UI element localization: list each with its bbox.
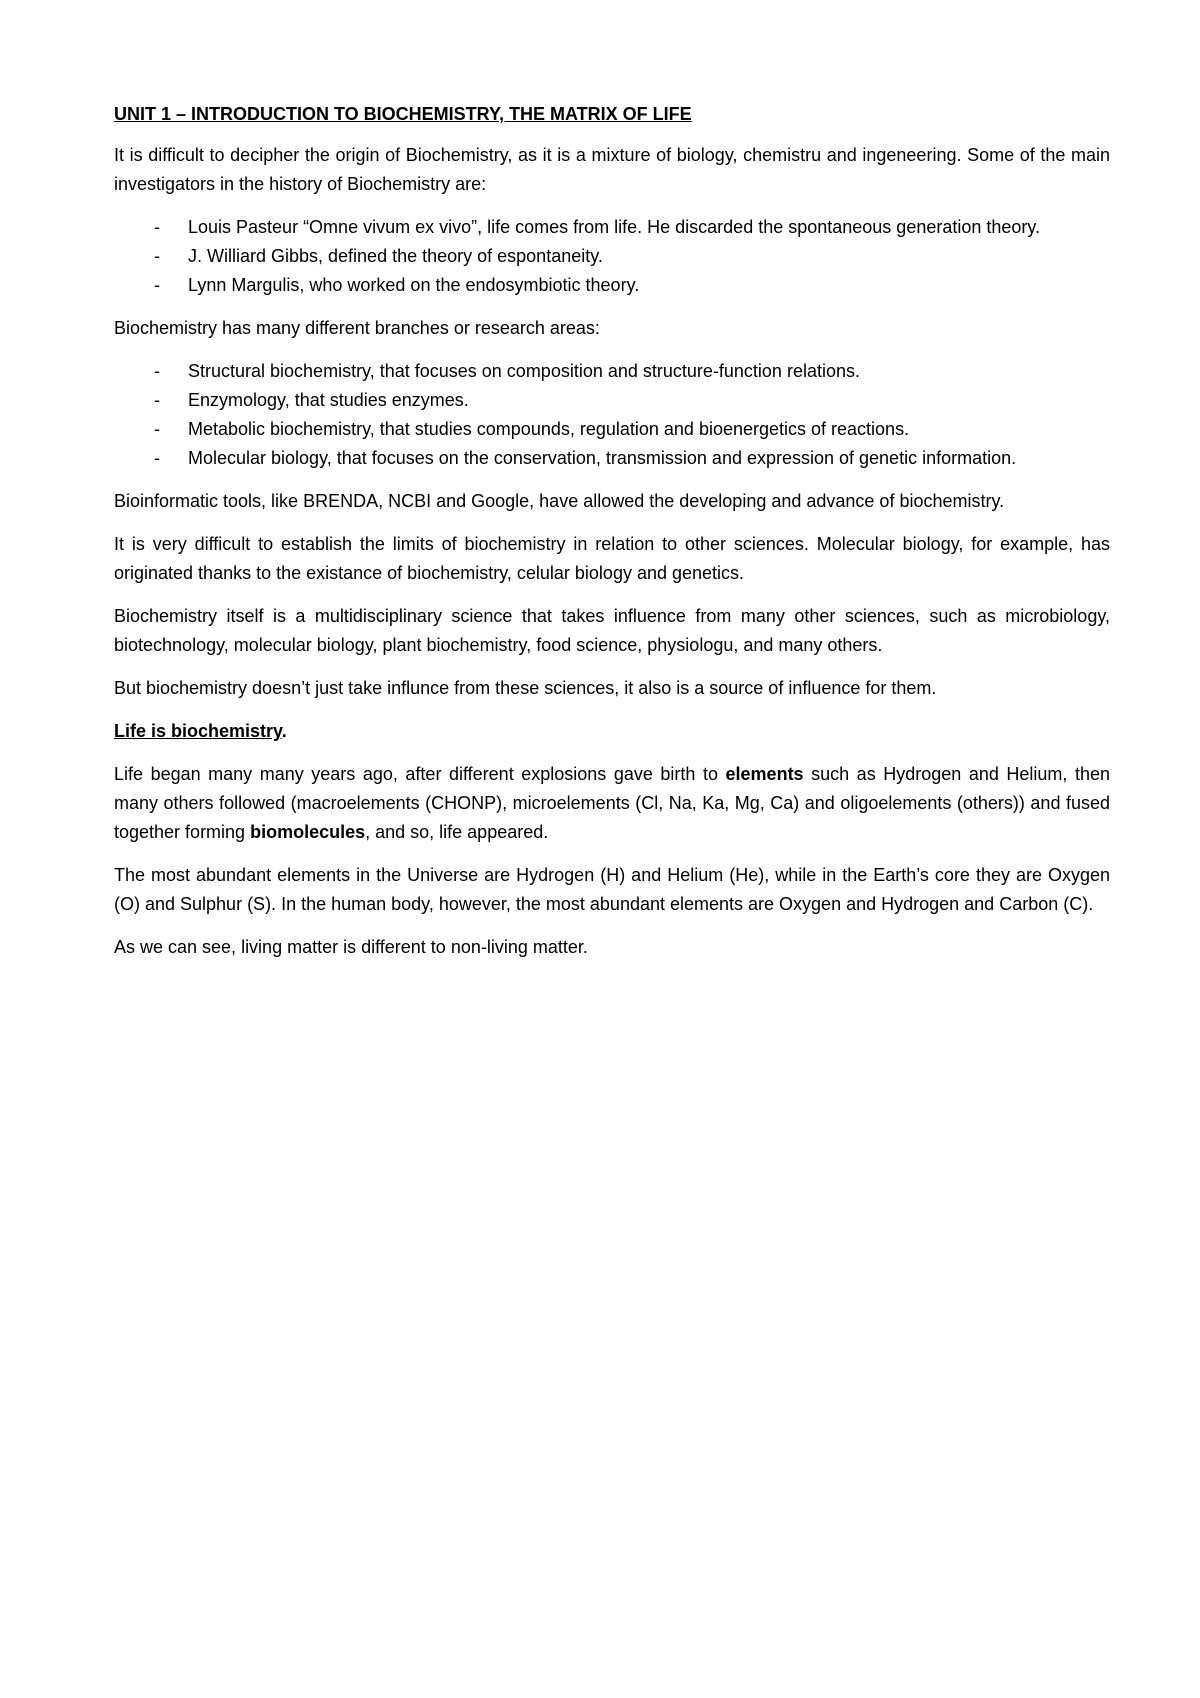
bold-term-biomolecules: biomolecules [250, 822, 366, 842]
life-text-part: Life began many many years ago, after different explosions gave birth to [114, 764, 726, 784]
list-item-text: Enzymology, that studies enzymes. [188, 390, 469, 410]
list-item [114, 271, 1110, 300]
bioinformatic-paragraph: Bioinformatic tools, like BRENDA, NCBI and Google, have allowed the developing and advance of biochemistry. [114, 491, 1005, 511]
document-page [114, 100, 1110, 976]
list-item [114, 213, 1110, 242]
section-subheading: Life is biochemistry [114, 721, 282, 741]
subheading-line [114, 717, 1110, 746]
dash-bullet: - [154, 217, 160, 237]
list-item [114, 386, 1110, 415]
list-item-text: Metabolic biochemistry, that studies compounds, regulation and bioenergetics of reactions. [188, 419, 910, 439]
multidisciplinary-paragraph: Biochemistry itself is a multidisciplinary science that takes influence from many other sciences, such as microbiology, biotechnology, molecular biology, plant biochemistry, food science, physiologu, and many others. [114, 606, 1110, 655]
dash-bullet: - [154, 246, 160, 266]
limits-paragraph: It is very difficult to establish the limits of biochemistry in relation to other sciences. Molecular biology, for example, has originated thanks to the existance of biochemistry, celular biology and genetics. [114, 534, 1110, 583]
list-item-text: J. Williard Gibbs, defined the theory of espontaneity. [188, 246, 603, 266]
bold-term-elements: elements [725, 764, 804, 784]
subheading-period: . [281, 721, 287, 741]
dash-bullet: - [154, 419, 160, 439]
life-text-part: , and so, life appeared. [365, 822, 549, 842]
list-item [114, 357, 1110, 386]
dash-bullet: - [154, 275, 160, 295]
unit-title: UNIT 1 – INTRODUCTION TO BIOCHEMISTRY, THE MATRIX OF LIFE [114, 104, 692, 124]
list-item-text: Louis Pasteur “Omne vivum ex vivo”, life comes from life. He discarded the spontaneous generation theory. [188, 217, 1041, 237]
dash-bullet: - [154, 448, 160, 468]
investigators-list [114, 213, 1110, 300]
branches-list [114, 357, 1110, 473]
list-item [114, 242, 1110, 271]
intro-paragraph: It is difficult to decipher the origin of Biochemistry, as it is a mixture of biology, chemistru and ingeneering. Some of the main investigators in the history of Biochemistry are: [114, 145, 1110, 194]
list-item [114, 415, 1110, 444]
conclusion-paragraph: As we can see, living matter is different to non-living matter. [114, 937, 588, 957]
influence-paragraph: But biochemistry doesn’t just take influnce from these sciences, it also is a source of influence for them. [114, 678, 937, 698]
list-item-text: Molecular biology, that focuses on the conservation, transmission and expression of genetic information. [188, 448, 1017, 468]
dash-bullet: - [154, 390, 160, 410]
branches-intro-paragraph: Biochemistry has many different branches or research areas: [114, 318, 600, 338]
life-text-part: such as Hydrogen and Helium, then many others followed (macroelements (CHONP), microelements (Cl, Na, Ka, Mg, Ca) and oligoelements (others)) and fused together forming [114, 764, 1110, 842]
dash-bullet: - [154, 361, 160, 381]
abundant-elements-paragraph: The most abundant elements in the Universe are Hydrogen (H) and Helium (He), while in the Earth’s core they are Oxygen (O) and Sulphur (S). In the human body, however, the most abundant elements are Oxygen and Hydrogen and Carbon (C). [114, 865, 1110, 914]
list-item-text: Lynn Margulis, who worked on the endosymbiotic theory. [188, 275, 640, 295]
list-item [114, 444, 1110, 473]
life-paragraph [114, 760, 1110, 847]
list-item-text: Structural biochemistry, that focuses on composition and structure-function relations. [188, 361, 860, 381]
